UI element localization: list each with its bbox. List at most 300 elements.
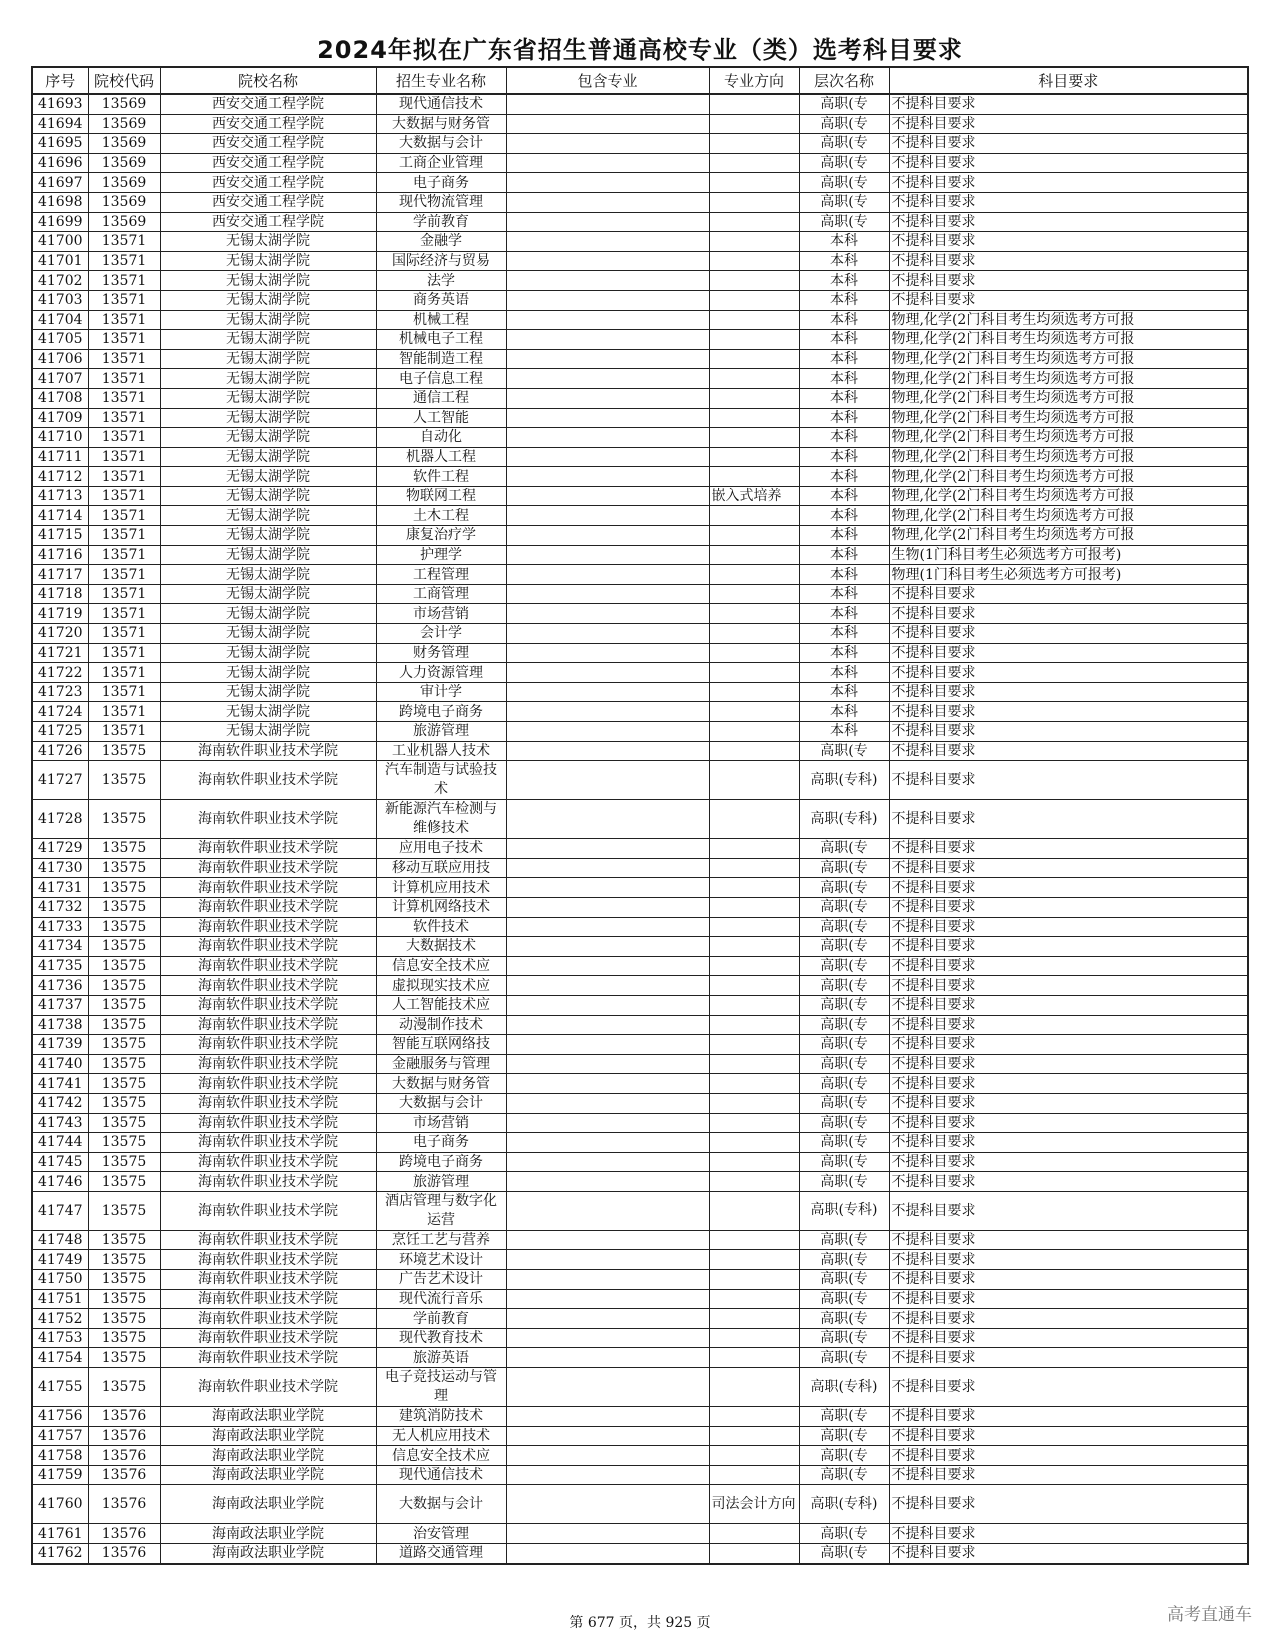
table-row: [32, 643, 1248, 663]
cell-subject-req: 不提科目要求: [889, 1524, 1248, 1544]
cell-included-majors: [506, 956, 709, 976]
table-row: [32, 447, 1248, 467]
cell-subject-req: 不提科目要求: [889, 1270, 1248, 1290]
cell-major-name: 工商企业管理: [376, 153, 506, 173]
table-row: [32, 1270, 1248, 1290]
cell-level: 高职(专: [799, 1328, 889, 1348]
table-row: [32, 349, 1248, 369]
cell-school-code: 13571: [88, 584, 160, 604]
cell-serial: 41721: [32, 643, 88, 663]
cell-major-direction: [709, 349, 799, 369]
cell-major-name: 自动化: [376, 428, 506, 448]
cell-school-code: 13575: [88, 1054, 160, 1074]
cell-school-name: 无锡太湖学院: [160, 310, 376, 330]
cell-subject-req: 不提科目要求: [889, 1133, 1248, 1153]
cell-major-direction: [709, 897, 799, 917]
cell-subject-req: 物理,化学(2门科目考生均须选考方可报: [889, 467, 1248, 487]
cell-major-direction: [709, 330, 799, 350]
cell-major-direction: [709, 1133, 799, 1153]
cell-level: 本科: [799, 428, 889, 448]
cell-major-direction: [709, 565, 799, 585]
cell-included-majors: [506, 1074, 709, 1094]
cell-school-code: 13571: [88, 310, 160, 330]
cell-subject-req: 不提科目要求: [889, 192, 1248, 212]
table-row: [32, 134, 1248, 154]
cell-major-direction: 司法会计方向: [709, 1485, 799, 1524]
cell-level: 本科: [799, 545, 889, 565]
cell-school-code: 13571: [88, 486, 160, 506]
cell-major-name: 大数据与财务管: [376, 114, 506, 134]
table-row: [32, 232, 1248, 252]
cell-level: 高职(专: [799, 1289, 889, 1309]
cell-school-name: 无锡太湖学院: [160, 408, 376, 428]
cell-included-majors: [506, 232, 709, 252]
cell-subject-req: 不提科目要求: [889, 917, 1248, 937]
table-row: [32, 212, 1248, 232]
cell-serial: 41697: [32, 173, 88, 193]
cell-included-majors: [506, 526, 709, 546]
cell-serial: 41712: [32, 467, 88, 487]
cell-school-name: 海南政法职业学院: [160, 1485, 376, 1524]
table-row: [32, 114, 1248, 134]
cell-subject-req: 不提科目要求: [889, 1348, 1248, 1368]
cell-subject-req: 不提科目要求: [889, 114, 1248, 134]
cell-school-code: 13569: [88, 192, 160, 212]
table-row: [32, 1368, 1248, 1407]
cell-major-name: 道路交通管理: [376, 1544, 506, 1564]
cell-subject-req: 不提科目要求: [889, 937, 1248, 957]
cell-major-direction: [709, 761, 799, 800]
cell-level: 高职(专: [799, 1426, 889, 1446]
cell-level: 高职(专: [799, 173, 889, 193]
cell-level: 高职(专: [799, 1230, 889, 1250]
cell-school-name: 海南软件职业技术学院: [160, 1368, 376, 1407]
cell-major-name: 市场营销: [376, 1113, 506, 1133]
cell-subject-req: 不提科目要求: [889, 1368, 1248, 1407]
cell-major-name: 软件技术: [376, 917, 506, 937]
cell-school-name: 无锡太湖学院: [160, 251, 376, 271]
table-row: [32, 682, 1248, 702]
cell-serial: 41728: [32, 800, 88, 839]
cell-school-code: 13575: [88, 1368, 160, 1407]
cell-school-name: 无锡太湖学院: [160, 604, 376, 624]
cell-included-majors: [506, 1035, 709, 1055]
cell-included-majors: [506, 702, 709, 722]
cell-major-name: 信息安全技术应: [376, 1446, 506, 1466]
cell-major-name: 工程管理: [376, 565, 506, 585]
cell-serial: 41704: [32, 310, 88, 330]
cell-level: 本科: [799, 232, 889, 252]
cell-school-code: 13575: [88, 1250, 160, 1270]
cell-major-name: 广告艺术设计: [376, 1270, 506, 1290]
cell-serial: 41758: [32, 1446, 88, 1466]
cell-included-majors: [506, 1113, 709, 1133]
cell-major-direction: [709, 858, 799, 878]
cell-major-name: 金融服务与管理: [376, 1054, 506, 1074]
cell-level: 本科: [799, 369, 889, 389]
cell-school-name: 西安交通工程学院: [160, 173, 376, 193]
cell-included-majors: [506, 251, 709, 271]
cell-included-majors: [506, 643, 709, 663]
cell-major-direction: [709, 878, 799, 898]
cell-serial: 41726: [32, 741, 88, 761]
table-row: [32, 545, 1248, 565]
cell-school-name: 海南软件职业技术学院: [160, 995, 376, 1015]
table-row: [32, 702, 1248, 722]
table-row: [32, 839, 1248, 859]
cell-serial: 41748: [32, 1230, 88, 1250]
cell-subject-req: 不提科目要求: [889, 290, 1248, 310]
cell-school-code: 13575: [88, 1230, 160, 1250]
cell-serial: 41740: [32, 1054, 88, 1074]
cell-school-name: 无锡太湖学院: [160, 290, 376, 310]
cell-included-majors: [506, 604, 709, 624]
cell-school-name: 西安交通工程学院: [160, 94, 376, 114]
cell-major-name: 人工智能技术应: [376, 995, 506, 1015]
cell-level: 本科: [799, 349, 889, 369]
cell-school-code: 13575: [88, 976, 160, 996]
cell-major-direction: [709, 1465, 799, 1485]
cell-included-majors: [506, 1133, 709, 1153]
cell-included-majors: [506, 1348, 709, 1368]
cell-school-name: 无锡太湖学院: [160, 565, 376, 585]
cell-major-direction: [709, 976, 799, 996]
cell-subject-req: 物理(1门科目考生必须选考方可报考): [889, 565, 1248, 585]
cell-school-name: 海南软件职业技术学院: [160, 1230, 376, 1250]
cell-school-name: 海南软件职业技术学院: [160, 976, 376, 996]
cell-subject-req: 不提科目要求: [889, 663, 1248, 683]
cell-level: 高职(专: [799, 1309, 889, 1329]
cell-major-name: 应用电子技术: [376, 839, 506, 859]
cell-serial: 41757: [32, 1426, 88, 1446]
page-title: 2024年拟在广东省招生普通高校专业（类）选考科目要求: [317, 36, 963, 64]
cell-school-code: 13575: [88, 1133, 160, 1153]
cell-major-name: 烹饪工艺与营养: [376, 1230, 506, 1250]
cell-included-majors: [506, 1524, 709, 1544]
cell-serial: 41716: [32, 545, 88, 565]
cell-major-name: 跨境电子商务: [376, 702, 506, 722]
cell-subject-req: 不提科目要求: [889, 722, 1248, 742]
cell-subject-req: 不提科目要求: [889, 1446, 1248, 1466]
cell-major-direction: [709, 1074, 799, 1094]
cell-level: 高职(专: [799, 1093, 889, 1113]
cell-included-majors: [506, 545, 709, 565]
cell-school-name: 西安交通工程学院: [160, 212, 376, 232]
cell-school-code: 13576: [88, 1446, 160, 1466]
cell-included-majors: [506, 1270, 709, 1290]
table-row: [32, 1544, 1248, 1564]
cell-included-majors: [506, 1407, 709, 1427]
cell-serial: 41699: [32, 212, 88, 232]
table-body: [32, 94, 1248, 1564]
cell-school-code: 13569: [88, 134, 160, 154]
cell-subject-req: 不提科目要求: [889, 1172, 1248, 1192]
cell-subject-req: 不提科目要求: [889, 682, 1248, 702]
cell-major-direction: [709, 1368, 799, 1407]
cell-major-direction: [709, 702, 799, 722]
cell-major-name: 法学: [376, 271, 506, 291]
cell-school-code: 13576: [88, 1407, 160, 1427]
cell-subject-req: 不提科目要求: [889, 1113, 1248, 1133]
cell-level: 高职(专: [799, 878, 889, 898]
cell-serial: 41720: [32, 624, 88, 644]
cell-subject-req: 物理,化学(2门科目考生均须选考方可报: [889, 526, 1248, 546]
cell-school-name: 海南软件职业技术学院: [160, 1133, 376, 1153]
cell-major-name: 会计学: [376, 624, 506, 644]
brand-watermark: 高考直通车: [1167, 1605, 1252, 1625]
cell-school-name: 无锡太湖学院: [160, 643, 376, 663]
cell-subject-req: 物理,化学(2门科目考生均须选考方可报: [889, 330, 1248, 350]
table-row: [32, 251, 1248, 271]
cell-major-direction: [709, 251, 799, 271]
cell-major-direction: [709, 1328, 799, 1348]
cell-included-majors: [506, 741, 709, 761]
cell-school-code: 13575: [88, 741, 160, 761]
cell-subject-req: 不提科目要求: [889, 1289, 1248, 1309]
cell-level: 本科: [799, 271, 889, 291]
cell-school-name: 无锡太湖学院: [160, 663, 376, 683]
table-row: [32, 800, 1248, 839]
table-row: [32, 584, 1248, 604]
cell-subject-req: 物理,化学(2门科目考生均须选考方可报: [889, 408, 1248, 428]
table-row: [32, 428, 1248, 448]
cell-school-name: 海南软件职业技术学院: [160, 1172, 376, 1192]
cell-serial: 41753: [32, 1328, 88, 1348]
cell-major-name: 电子商务: [376, 173, 506, 193]
cell-school-code: 13575: [88, 878, 160, 898]
cell-level: 本科: [799, 408, 889, 428]
cell-serial: 41750: [32, 1270, 88, 1290]
table-row: [32, 1289, 1248, 1309]
cell-school-code: 13571: [88, 663, 160, 683]
cell-level: 高职(专: [799, 1544, 889, 1564]
cell-school-name: 海南政法职业学院: [160, 1446, 376, 1466]
table-row: [32, 1152, 1248, 1172]
table-row: [32, 1348, 1248, 1368]
cell-serial: 41731: [32, 878, 88, 898]
cell-major-direction: [709, 1113, 799, 1133]
cell-school-name: 海南软件职业技术学院: [160, 1309, 376, 1329]
cell-serial: 41756: [32, 1407, 88, 1427]
cell-subject-req: 不提科目要求: [889, 1230, 1248, 1250]
cell-school-name: 无锡太湖学院: [160, 624, 376, 644]
cell-major-direction: [709, 1093, 799, 1113]
cell-school-code: 13575: [88, 1113, 160, 1133]
cell-serial: 41711: [32, 447, 88, 467]
cell-level: 本科: [799, 388, 889, 408]
cell-major-direction: [709, 134, 799, 154]
cell-included-majors: [506, 349, 709, 369]
cell-major-direction: [709, 545, 799, 565]
cell-major-name: 财务管理: [376, 643, 506, 663]
cell-subject-req: 物理,化学(2门科目考生均须选考方可报: [889, 310, 1248, 330]
cell-subject-req: 物理,化学(2门科目考生均须选考方可报: [889, 388, 1248, 408]
cell-major-direction: [709, 1309, 799, 1329]
cell-serial: 41762: [32, 1544, 88, 1564]
cell-school-code: 13575: [88, 1309, 160, 1329]
cell-major-direction: [709, 1348, 799, 1368]
cell-serial: 41717: [32, 565, 88, 585]
cell-serial: 41730: [32, 858, 88, 878]
cell-included-majors: [506, 271, 709, 291]
cell-school-name: 海南软件职业技术学院: [160, 897, 376, 917]
cell-level: 高职(专: [799, 153, 889, 173]
cell-included-majors: [506, 447, 709, 467]
cell-major-name: 人工智能: [376, 408, 506, 428]
table-row: [32, 741, 1248, 761]
cell-major-direction: [709, 1250, 799, 1270]
cell-included-majors: [506, 192, 709, 212]
cell-major-name: 电子信息工程: [376, 369, 506, 389]
cell-school-name: 无锡太湖学院: [160, 330, 376, 350]
cell-major-name: 新能源汽车检测与维修技术: [376, 800, 506, 839]
cell-major-name: 建筑消防技术: [376, 1407, 506, 1427]
cell-serial: 41749: [32, 1250, 88, 1270]
cell-school-code: 13575: [88, 1270, 160, 1290]
cell-level: 本科: [799, 330, 889, 350]
cell-level: 高职(专: [799, 956, 889, 976]
cell-school-code: 13569: [88, 94, 160, 114]
cell-major-direction: [709, 388, 799, 408]
table-row: [32, 1074, 1248, 1094]
cell-school-code: 13575: [88, 1289, 160, 1309]
table-row: [32, 995, 1248, 1015]
cell-serial: 41723: [32, 682, 88, 702]
cell-level: 本科: [799, 663, 889, 683]
cell-serial: 41759: [32, 1465, 88, 1485]
cell-school-code: 13575: [88, 1328, 160, 1348]
cell-major-direction: [709, 447, 799, 467]
table-row: [32, 310, 1248, 330]
cell-included-majors: [506, 1093, 709, 1113]
cell-school-code: 13569: [88, 173, 160, 193]
cell-included-majors: [506, 369, 709, 389]
cell-major-name: 环境艺术设计: [376, 1250, 506, 1270]
cell-school-name: 海南软件职业技术学院: [160, 1035, 376, 1055]
cell-serial: 41708: [32, 388, 88, 408]
cell-level: 高职(专: [799, 1035, 889, 1055]
cell-serial: 41755: [32, 1368, 88, 1407]
cell-level: 高职(专: [799, 1524, 889, 1544]
cell-included-majors: [506, 878, 709, 898]
col-header-serial: 序号: [32, 67, 88, 94]
cell-included-majors: [506, 1289, 709, 1309]
cell-school-code: 13571: [88, 271, 160, 291]
table-row: [32, 897, 1248, 917]
cell-included-majors: [506, 1230, 709, 1250]
cell-school-name: 海南软件职业技术学院: [160, 1054, 376, 1074]
cell-major-direction: [709, 722, 799, 742]
cell-major-name: 旅游管理: [376, 722, 506, 742]
cell-school-name: 无锡太湖学院: [160, 545, 376, 565]
cell-school-code: 13571: [88, 702, 160, 722]
cell-included-majors: [506, 1544, 709, 1564]
cell-serial: 41734: [32, 937, 88, 957]
cell-school-code: 13569: [88, 212, 160, 232]
cell-serial: 41760: [32, 1485, 88, 1524]
cell-school-code: 13575: [88, 1152, 160, 1172]
cell-included-majors: [506, 1426, 709, 1446]
cell-major-name: 人力资源管理: [376, 663, 506, 683]
cell-serial: 41705: [32, 330, 88, 350]
cell-major-direction: [709, 506, 799, 526]
cell-major-direction: [709, 1191, 799, 1230]
cell-subject-req: 不提科目要求: [889, 976, 1248, 996]
table-row: [32, 290, 1248, 310]
cell-subject-req: 不提科目要求: [889, 271, 1248, 291]
col-header-major-name: 招生专业名称: [376, 67, 506, 94]
cell-major-name: 金融学: [376, 232, 506, 252]
table-row: [32, 937, 1248, 957]
cell-subject-req: 不提科目要求: [889, 173, 1248, 193]
cell-major-name: 市场营销: [376, 604, 506, 624]
cell-major-name: 旅游管理: [376, 1172, 506, 1192]
cell-serial: 41735: [32, 956, 88, 976]
cell-major-direction: [709, 1426, 799, 1446]
cell-school-name: 海南软件职业技术学院: [160, 1191, 376, 1230]
cell-school-code: 13575: [88, 839, 160, 859]
cell-school-code: 13576: [88, 1524, 160, 1544]
cell-level: 高职(专: [799, 937, 889, 957]
cell-school-code: 13575: [88, 1191, 160, 1230]
table-row: [32, 153, 1248, 173]
cell-school-code: 13571: [88, 467, 160, 487]
cell-serial: 41752: [32, 1309, 88, 1329]
cell-school-name: 海南软件职业技术学院: [160, 761, 376, 800]
cell-school-name: 西安交通工程学院: [160, 192, 376, 212]
cell-level: 本科: [799, 526, 889, 546]
cell-included-majors: [506, 1328, 709, 1348]
table-row: [32, 330, 1248, 350]
cell-major-direction: [709, 271, 799, 291]
cell-serial: 41744: [32, 1133, 88, 1153]
table-row: [32, 976, 1248, 996]
cell-subject-req: 不提科目要求: [889, 153, 1248, 173]
cell-major-name: 动漫制作技术: [376, 1015, 506, 1035]
cell-school-name: 海南软件职业技术学院: [160, 1250, 376, 1270]
cell-subject-req: 不提科目要求: [889, 212, 1248, 232]
cell-school-name: 海南软件职业技术学院: [160, 741, 376, 761]
cell-subject-req: 不提科目要求: [889, 584, 1248, 604]
cell-level: 本科: [799, 506, 889, 526]
cell-level: 本科: [799, 702, 889, 722]
cell-major-direction: [709, 1172, 799, 1192]
cell-school-name: 海南软件职业技术学院: [160, 858, 376, 878]
cell-major-direction: [709, 408, 799, 428]
cell-school-code: 13571: [88, 428, 160, 448]
col-header-included-majors: 包含专业: [506, 67, 709, 94]
cell-included-majors: [506, 486, 709, 506]
cell-school-name: 海南软件职业技术学院: [160, 878, 376, 898]
cell-included-majors: [506, 1172, 709, 1192]
cell-major-direction: [709, 212, 799, 232]
cell-school-name: 海南政法职业学院: [160, 1544, 376, 1564]
cell-included-majors: [506, 212, 709, 232]
cell-level: 高职(专: [799, 1465, 889, 1485]
cell-level: 高职(专: [799, 1250, 889, 1270]
cell-school-code: 13571: [88, 232, 160, 252]
cell-subject-req: 不提科目要求: [889, 741, 1248, 761]
cell-school-name: 无锡太湖学院: [160, 388, 376, 408]
cell-school-code: 13571: [88, 506, 160, 526]
cell-included-majors: [506, 1250, 709, 1270]
cell-major-name: 机械工程: [376, 310, 506, 330]
cell-included-majors: [506, 839, 709, 859]
cell-major-name: 计算机应用技术: [376, 878, 506, 898]
cell-serial: 41698: [32, 192, 88, 212]
cell-major-direction: [709, 1035, 799, 1055]
cell-major-name: 物联网工程: [376, 486, 506, 506]
